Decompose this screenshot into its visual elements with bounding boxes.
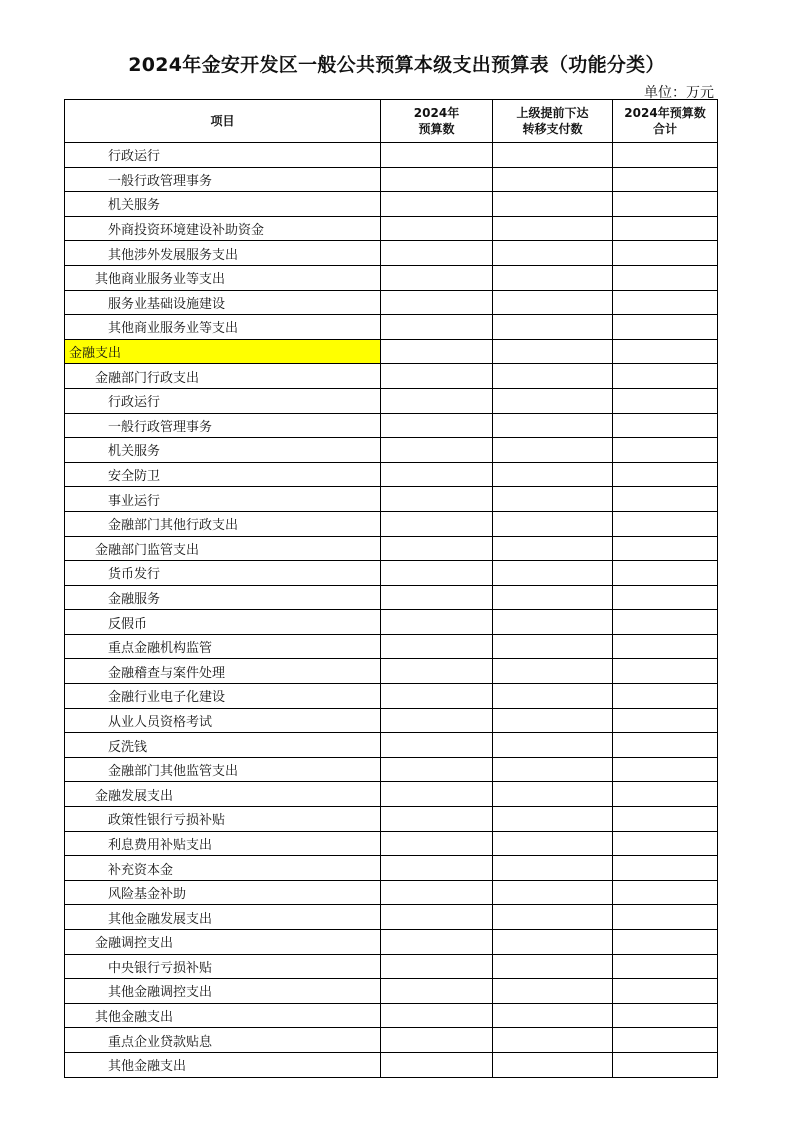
row-transfer-cell <box>493 462 613 487</box>
row-budget-cell <box>381 265 493 290</box>
page-title: 2024年金安开发区一般公共预算本级支出预算表（功能分类） <box>128 54 665 76</box>
table-row <box>65 979 718 1004</box>
row-transfer-cell <box>493 831 613 856</box>
table-row <box>65 192 718 217</box>
row-budget-cell <box>381 1003 493 1028</box>
header-total <box>613 100 718 143</box>
row-budget-cell <box>381 315 493 340</box>
row-budget-cell <box>381 192 493 217</box>
row-transfer-cell <box>493 1028 613 1053</box>
row-item-cell: 其他商业服务业等支出 <box>65 265 381 290</box>
row-item-cell: 金融部门行政支出 <box>65 364 381 389</box>
row-transfer-cell <box>493 388 613 413</box>
row-budget-cell <box>381 290 493 315</box>
row-item-cell: 反洗钱 <box>65 733 381 758</box>
header-budget <box>381 100 493 143</box>
row-transfer-cell <box>493 930 613 955</box>
header-item-label: 项目 <box>210 114 235 128</box>
row-item-cell: 金融行业电子化建设 <box>65 684 381 709</box>
row-transfer-cell <box>493 757 613 782</box>
row-item-cell: 行政运行 <box>65 388 381 413</box>
header-transfer-line1: 上级提前下达 <box>516 106 589 120</box>
row-transfer-cell <box>493 413 613 438</box>
row-budget-cell <box>381 536 493 561</box>
table-row <box>65 462 718 487</box>
row-total-cell <box>613 192 718 217</box>
row-budget-cell <box>381 339 493 364</box>
row-budget-cell <box>381 905 493 930</box>
row-item-cell: 安全防卫 <box>65 462 381 487</box>
row-budget-cell <box>381 167 493 192</box>
row-item-cell: 重点金融机构监管 <box>65 634 381 659</box>
table-row <box>65 807 718 832</box>
header-item <box>65 100 381 143</box>
row-total-cell <box>613 216 718 241</box>
row-budget-cell <box>381 585 493 610</box>
row-total-cell <box>613 708 718 733</box>
row-transfer-cell <box>493 807 613 832</box>
row-total-cell <box>613 462 718 487</box>
row-total-cell <box>613 610 718 635</box>
row-item-cell: 金融服务 <box>65 585 381 610</box>
row-item-cell: 服务业基础设施建设 <box>65 290 381 315</box>
row-total-cell <box>613 856 718 881</box>
table-row <box>65 1052 718 1077</box>
row-budget-cell <box>381 610 493 635</box>
row-item-cell: 金融稽查与案件处理 <box>65 659 381 684</box>
row-budget-cell <box>381 979 493 1004</box>
row-budget-cell <box>381 757 493 782</box>
row-item-cell: 其他金融支出 <box>65 1003 381 1028</box>
row-total-cell <box>613 536 718 561</box>
table-row <box>65 708 718 733</box>
row-budget-cell <box>381 1052 493 1077</box>
row-budget-cell <box>381 216 493 241</box>
row-total-cell <box>613 167 718 192</box>
table-row <box>65 241 718 266</box>
row-transfer-cell <box>493 856 613 881</box>
budget-table <box>64 99 718 1078</box>
row-total-cell <box>613 364 718 389</box>
row-total-cell <box>613 733 718 758</box>
row-total-cell <box>613 979 718 1004</box>
row-total-cell <box>613 1028 718 1053</box>
row-total-cell <box>613 315 718 340</box>
row-total-cell <box>613 241 718 266</box>
row-total-cell <box>613 757 718 782</box>
row-total-cell <box>613 1003 718 1028</box>
row-item-cell: 其他金融调控支出 <box>65 979 381 1004</box>
header-transfer <box>493 100 613 143</box>
row-item-cell: 一般行政管理事务 <box>65 167 381 192</box>
row-transfer-cell <box>493 143 613 168</box>
table-row <box>65 634 718 659</box>
row-transfer-cell <box>493 585 613 610</box>
table-row <box>65 339 718 364</box>
row-item-cell: 其他商业服务业等支出 <box>65 315 381 340</box>
row-budget-cell <box>381 487 493 512</box>
row-budget-cell <box>381 511 493 536</box>
table-row <box>65 487 718 512</box>
row-transfer-cell <box>493 511 613 536</box>
row-total-cell <box>613 511 718 536</box>
table-row <box>65 315 718 340</box>
row-item-cell: 中央银行亏损补贴 <box>65 954 381 979</box>
row-transfer-cell <box>493 339 613 364</box>
row-budget-cell <box>381 733 493 758</box>
row-total-cell <box>613 880 718 905</box>
table-row <box>65 536 718 561</box>
row-transfer-cell <box>493 708 613 733</box>
row-budget-cell <box>381 659 493 684</box>
table-row <box>65 511 718 536</box>
row-total-cell <box>613 388 718 413</box>
row-transfer-cell <box>493 290 613 315</box>
table-row <box>65 167 718 192</box>
row-budget-cell <box>381 561 493 586</box>
row-transfer-cell <box>493 979 613 1004</box>
row-total-cell <box>613 831 718 856</box>
row-item-cell: 补充资本金 <box>65 856 381 881</box>
row-total-cell <box>613 143 718 168</box>
row-item-cell: 金融发展支出 <box>65 782 381 807</box>
header-budget-line2: 预算数 <box>418 122 455 136</box>
row-transfer-cell <box>493 684 613 709</box>
row-budget-cell <box>381 462 493 487</box>
table-row <box>65 954 718 979</box>
table-row <box>65 1003 718 1028</box>
table-row <box>65 831 718 856</box>
table-row <box>65 216 718 241</box>
row-item-cell: 其他金融发展支出 <box>65 905 381 930</box>
row-transfer-cell <box>493 733 613 758</box>
row-transfer-cell <box>493 905 613 930</box>
row-total-cell <box>613 561 718 586</box>
row-total-cell <box>613 954 718 979</box>
table-row <box>65 684 718 709</box>
row-item-cell: 反假币 <box>65 610 381 635</box>
row-transfer-cell <box>493 634 613 659</box>
table-row <box>65 782 718 807</box>
row-item-cell: 金融部门其他行政支出 <box>65 511 381 536</box>
row-item-cell: 外商投资环境建设补助资金 <box>65 216 381 241</box>
row-transfer-cell <box>493 561 613 586</box>
table-row <box>65 438 718 463</box>
row-transfer-cell <box>493 315 613 340</box>
row-transfer-cell <box>493 659 613 684</box>
header-total-line2: 合计 <box>652 122 677 136</box>
row-item-cell: 货币发行 <box>65 561 381 586</box>
table-row <box>65 880 718 905</box>
row-transfer-cell <box>493 1003 613 1028</box>
row-total-cell <box>613 585 718 610</box>
table-row <box>65 856 718 881</box>
row-budget-cell <box>381 241 493 266</box>
row-item-cell: 金融部门监管支出 <box>65 536 381 561</box>
row-transfer-cell <box>493 167 613 192</box>
row-budget-cell <box>381 413 493 438</box>
table-row <box>65 659 718 684</box>
row-budget-cell <box>381 782 493 807</box>
row-transfer-cell <box>493 192 613 217</box>
row-budget-cell <box>381 438 493 463</box>
row-transfer-cell <box>493 487 613 512</box>
row-budget-cell <box>381 880 493 905</box>
row-item-cell: 机关服务 <box>65 438 381 463</box>
row-budget-cell <box>381 1028 493 1053</box>
row-total-cell <box>613 438 718 463</box>
row-budget-cell <box>381 930 493 955</box>
row-item-cell: 金融支出 <box>65 339 381 364</box>
row-budget-cell <box>381 856 493 881</box>
row-total-cell <box>613 782 718 807</box>
row-item-cell: 行政运行 <box>65 143 381 168</box>
row-item-cell: 金融调控支出 <box>65 930 381 955</box>
row-transfer-cell <box>493 880 613 905</box>
row-transfer-cell <box>493 241 613 266</box>
row-transfer-cell <box>493 216 613 241</box>
row-total-cell <box>613 487 718 512</box>
row-budget-cell <box>381 954 493 979</box>
row-transfer-cell <box>493 364 613 389</box>
row-item-cell: 其他金融支出 <box>65 1052 381 1077</box>
row-item-cell: 金融部门其他监管支出 <box>65 757 381 782</box>
row-item-cell: 一般行政管理事务 <box>65 413 381 438</box>
table-header-row <box>65 100 718 143</box>
row-total-cell <box>613 290 718 315</box>
row-budget-cell <box>381 831 493 856</box>
row-total-cell <box>613 413 718 438</box>
row-total-cell <box>613 659 718 684</box>
row-transfer-cell <box>493 536 613 561</box>
row-transfer-cell <box>493 610 613 635</box>
row-budget-cell <box>381 684 493 709</box>
row-total-cell <box>613 684 718 709</box>
table-row <box>65 757 718 782</box>
table-row <box>65 1028 718 1053</box>
row-item-cell: 利息费用补贴支出 <box>65 831 381 856</box>
table-row <box>65 733 718 758</box>
row-transfer-cell <box>493 1052 613 1077</box>
table-row <box>65 388 718 413</box>
header-budget-line1: 2024年 <box>413 106 460 120</box>
row-budget-cell <box>381 634 493 659</box>
row-budget-cell <box>381 807 493 832</box>
table-row <box>65 143 718 168</box>
table-row <box>65 930 718 955</box>
table-row <box>65 610 718 635</box>
row-item-cell: 政策性银行亏损补贴 <box>65 807 381 832</box>
row-total-cell <box>613 905 718 930</box>
table-row <box>65 290 718 315</box>
table-row <box>65 265 718 290</box>
row-item-cell: 事业运行 <box>65 487 381 512</box>
table-body <box>65 143 718 1078</box>
row-total-cell <box>613 1052 718 1077</box>
row-total-cell <box>613 930 718 955</box>
row-item-cell: 机关服务 <box>65 192 381 217</box>
table-row <box>65 364 718 389</box>
table-row <box>65 905 718 930</box>
table-row <box>65 413 718 438</box>
row-transfer-cell <box>493 954 613 979</box>
row-budget-cell <box>381 708 493 733</box>
row-budget-cell <box>381 143 493 168</box>
row-transfer-cell <box>493 438 613 463</box>
row-total-cell <box>613 339 718 364</box>
row-total-cell <box>613 807 718 832</box>
row-item-cell: 重点企业贷款贴息 <box>65 1028 381 1053</box>
row-total-cell <box>613 634 718 659</box>
row-transfer-cell <box>493 782 613 807</box>
row-budget-cell <box>381 388 493 413</box>
table-row <box>65 561 718 586</box>
row-budget-cell <box>381 364 493 389</box>
unit-label: 单位：万元 <box>644 85 714 101</box>
row-item-cell: 风险基金补助 <box>65 880 381 905</box>
row-transfer-cell <box>493 265 613 290</box>
row-item-cell: 其他涉外发展服务支出 <box>65 241 381 266</box>
row-item-cell: 从业人员资格考试 <box>65 708 381 733</box>
header-transfer-line2: 转移支付数 <box>522 122 583 136</box>
table-row <box>65 585 718 610</box>
row-total-cell <box>613 265 718 290</box>
header-total-line1: 2024年预算数 <box>624 106 706 120</box>
